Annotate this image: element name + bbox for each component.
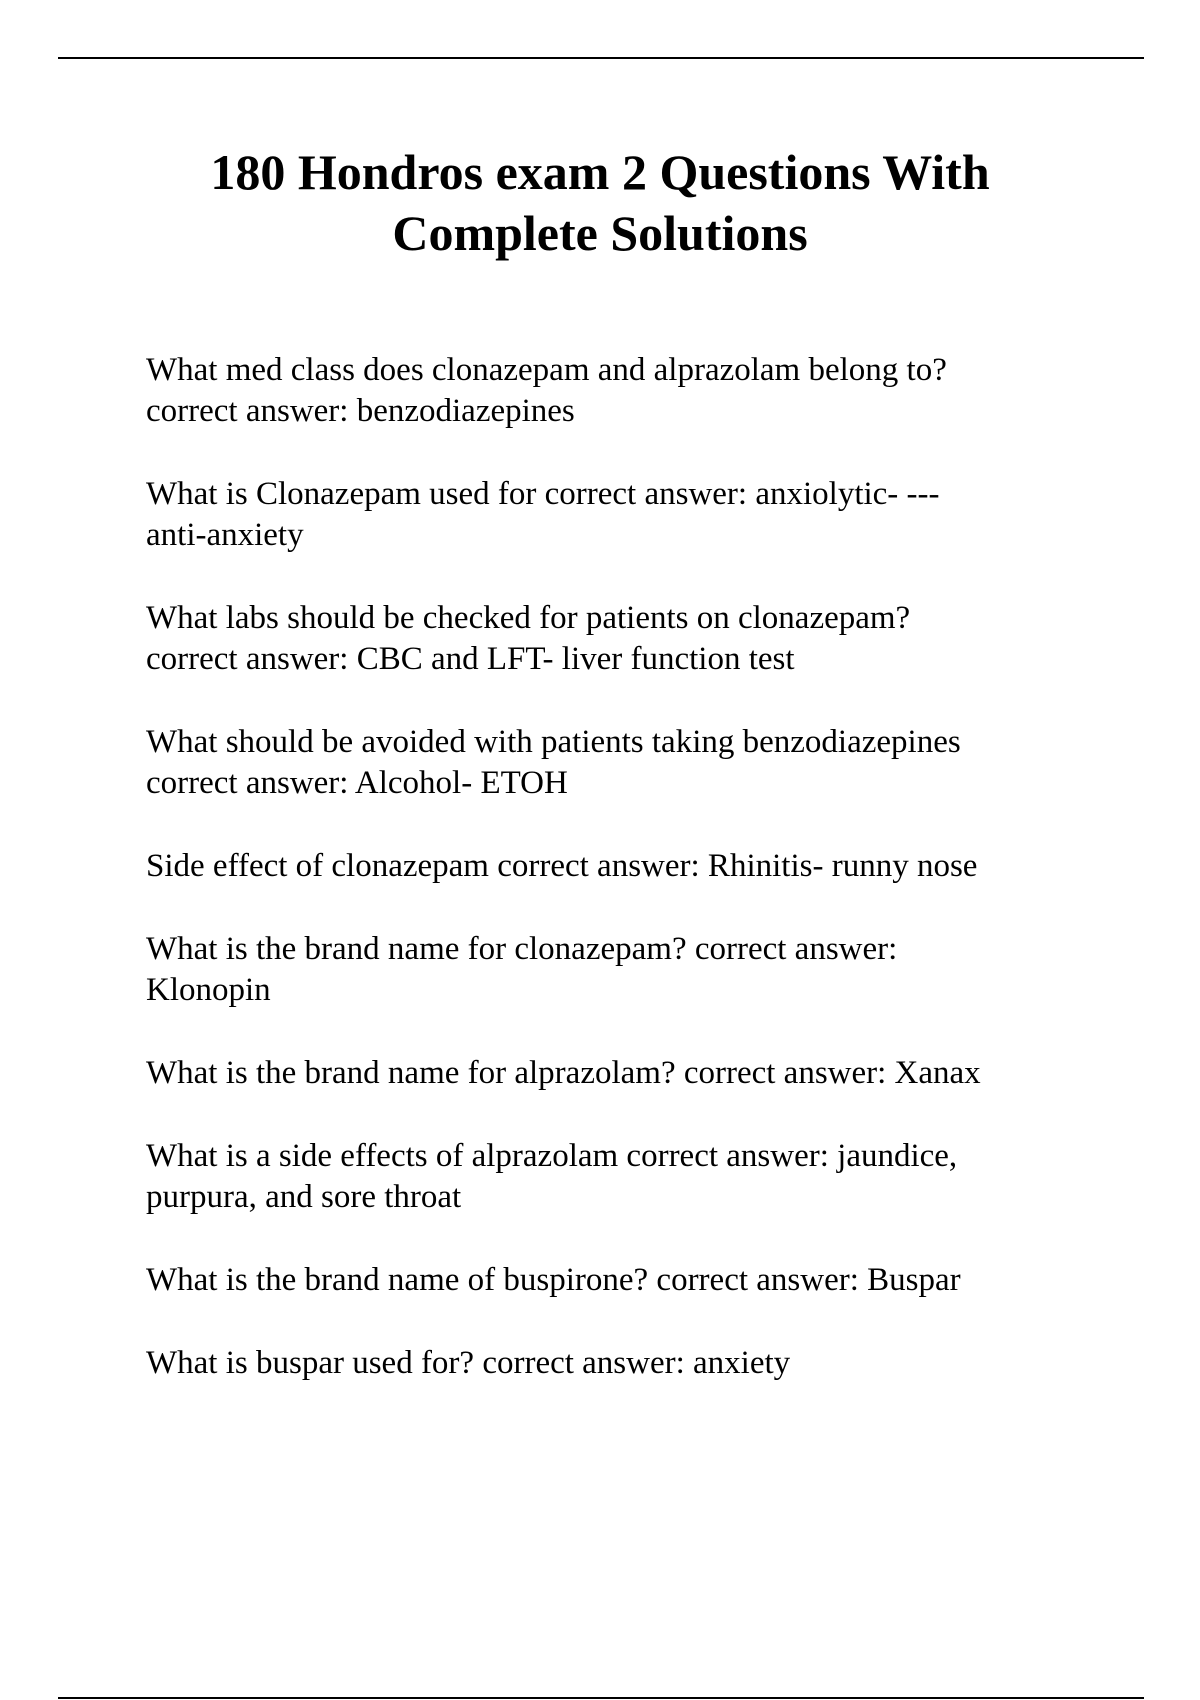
title-line: 180 Hondros exam 2 Questions With: [210, 144, 990, 200]
qa-line: What is the brand name for alprazolam? correct answer: Xanax: [146, 1055, 981, 1091]
qa-item: [146, 350, 1146, 432]
qa-item: [146, 474, 1146, 556]
qa-line: anti-anxiety: [146, 517, 304, 553]
qa-line: What is Clonazepam used for correct answer: anxiolytic- ---: [146, 476, 940, 512]
qa-line: What is the brand name for clonazepam? correct answer:: [146, 931, 898, 967]
qa-item: [146, 598, 1146, 680]
qa-item: [146, 1343, 1146, 1384]
qa-line: What med class does clonazepam and alprazolam belong to?: [146, 352, 947, 388]
qa-line: correct answer: benzodiazepines: [146, 393, 575, 429]
qa-item: [146, 1053, 1146, 1094]
qa-line: correct answer: CBC and LFT- liver function test: [146, 641, 795, 677]
qa-line: purpura, and sore throat: [146, 1179, 462, 1215]
title-line: Complete Solutions: [392, 205, 808, 261]
qa-item: [146, 1260, 1146, 1301]
top-divider: [58, 57, 1144, 59]
qa-item: [146, 722, 1146, 804]
bottom-divider: [58, 1697, 1144, 1699]
qa-list: [146, 350, 1146, 1426]
qa-line: What is the brand name of buspirone? correct answer: Buspar: [146, 1262, 961, 1298]
qa-line: What is a side effects of alprazolam correct answer: jaundice,: [146, 1138, 958, 1174]
qa-line: What is buspar used for? correct answer: anxiety: [146, 1345, 791, 1381]
qa-line: Side effect of clonazepam correct answer: Rhinitis- runny nose: [146, 848, 978, 884]
qa-line: Klonopin: [146, 972, 271, 1008]
qa-line: What labs should be checked for patients on clonazepam?: [146, 600, 911, 636]
qa-line: correct answer: Alcohol- ETOH: [146, 765, 568, 801]
qa-item: [146, 1136, 1146, 1218]
document-title: [0, 142, 1200, 264]
qa-item: [146, 846, 1146, 887]
qa-item: [146, 929, 1146, 1011]
qa-line: What should be avoided with patients taking benzodiazepines: [146, 724, 961, 760]
